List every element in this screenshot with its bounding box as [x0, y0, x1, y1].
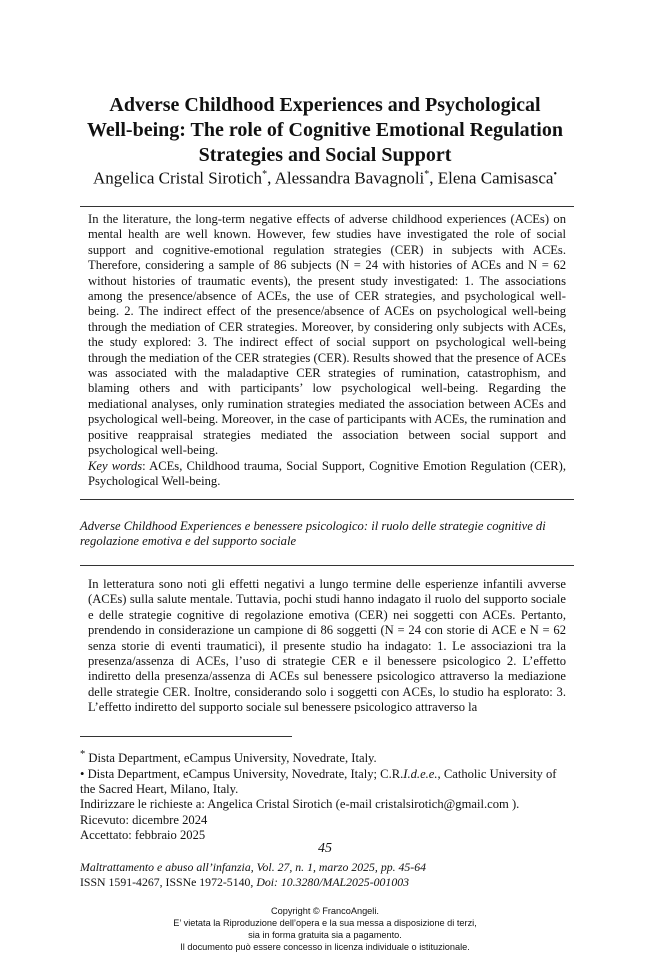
copyright-line: Copyright © FrancoAngeli.: [271, 906, 379, 916]
copyright-notice: [0, 905, 650, 953]
keywords-text: : ACEs, Childhood trauma, Social Support, Cognitive Emotion Regulation (CER), Psychological Well-being.: [88, 458, 566, 488]
issn-text: ISSN 1591-4267, ISSNe 1972-5140,: [80, 874, 257, 889]
issn-line: [80, 875, 600, 890]
footnote-text: Dista Department, eCampus University, Novedrate, Italy; C.R.: [84, 766, 404, 781]
footnote-affiliation-2: [80, 767, 574, 798]
keywords: [88, 459, 566, 490]
author-separator: ,: [267, 168, 275, 188]
received-line: Ricevuto: dicembre 2024: [80, 812, 208, 827]
italian-abstract: [88, 577, 566, 716]
footnote-mark: *: [80, 749, 86, 760]
abstract-text: In letteratura sono noti gli effetti negativi a lungo termine delle esperienze infantili avverse (ACEs) sulla salute mentale. Tuttavia, pochi studi hanno indagato il ruolo del supporto sociale e delle strategie cognitive di regolazione emotiva (CER) nei soggetti con ACEs. Pertanto, prendendo in considerazione un campione di 86 soggetti (N = 24 con storie di ACE e N = 62 senza storie di eventi traumatici), il presente studio ha indagato: 1. Le associazioni tra la presenza/assenza di ACEs, l’uso di strategie CER e il benessere psicologico 2. L’effetto indiretto della presenza/assenza di ACEs sul benessere psicologico attraverso la mediazione delle strategie CER. Inoltre, considerando solo i soggetti con ACEs, lo studio ha esplorato: 3. L’effetto indiretto del supporto sociale sul benessere psicologico attraverso la: [88, 577, 566, 715]
keywords-label: Key words: [88, 458, 143, 473]
journal-info: [80, 860, 600, 889]
title-line: Adverse Childhood Experiences and Psychological: [109, 94, 541, 116]
article-title: [60, 93, 590, 168]
footnote-rule: [80, 736, 292, 737]
accepted-line: Accettato: febbraio 2025: [80, 828, 206, 843]
author-separator: ,: [429, 168, 438, 188]
abstract-bottom-rule: [80, 499, 574, 500]
author-name: Alessandra Bavagnoli: [274, 168, 425, 188]
abstract-top-rule: [80, 206, 574, 207]
page-number: 45: [318, 841, 332, 856]
copyright-line: sia in forma gratuita sia a pagamento.: [248, 930, 402, 940]
english-abstract: [88, 212, 566, 489]
footnote-text: Dista Department, eCampus University, Novedrate, Italy.: [85, 751, 377, 766]
author-name: Angelica Cristal Sirotich: [93, 168, 263, 188]
author-name: Elena Camisasca: [437, 168, 554, 188]
author-footnote-mark: •: [553, 169, 557, 180]
contact-line: Indirizzare le richieste a: Angelica Cristal Sirotich (e-mail cristalsirotich@gmail.com ).: [80, 797, 520, 812]
author-footnote-mark: *: [424, 169, 430, 180]
copyright-line: Il documento può essere concesso in licenza individuale o istituzionale.: [180, 942, 470, 952]
footnotes: [80, 747, 574, 844]
italian-abstract-top-rule: [80, 565, 574, 566]
footnote-italic: I.d.e.e.,: [403, 766, 441, 781]
author-list: [40, 165, 610, 189]
author-footnote-mark: *: [262, 169, 268, 180]
title-line: Well-being: The role of Cognitive Emotional Regulation: [87, 119, 563, 141]
doi-text: Doi: 10.3280/MAL2025-001003: [256, 874, 410, 889]
footnote-text: Catholic University of the Sacred Heart, Milano, Italy.: [80, 766, 557, 796]
title-line: Strategies and Social Support: [198, 144, 452, 166]
footnote-mark: •: [80, 766, 85, 781]
journal-citation: Maltrattamento e abuso all’infanzia, Vol. 27, n. 1, marzo 2025, pp. 45-64: [80, 860, 427, 874]
italian-title: Adverse Childhood Experiences e benessere psicologico: il ruolo delle strategie cognitive di regolazione emotiva e del supporto sociale: [80, 519, 546, 549]
copyright-line: E’ vietata la Riproduzione dell’opera e la sua messa a disposizione di terzi,: [173, 918, 477, 928]
footnote-affiliation-1: [80, 747, 574, 767]
abstract-text: In the literature, the long-term negative effects of adverse childhood experiences (ACEs) on mental health are well known. However, few studies have investigated the role of social support and cognitive-emotional regulation strategies (CER) in subjects with ACEs. Therefore, considering a sample of 86 subjects (N = 24 with histories of ACEs and N = 62 without histories of traumatic events), the present study investigated: 1. The associations among the presence/absence of ACEs, the use of CER strategies, and psychological well-being. 2. The indirect effect of the presence/absence of ACEs on psychological well-being through the mediation of CER strategies. Moreover, by considering only subjects with ACEs, the study explored: 3. The indirect effect of social support on psychological well-being through the mediation of the CER strategies (CER). Results showed that the presence of ACEs was associated with the maladaptive CER strategies of rumination, catastrophism, and blaming others and with participants’ low psychological well-being. Regarding the mediational analyses, only rumination strategies mediated the association between ACEs and psychological well-being. Moreover, in the case of participants with ACEs, the rumination and positive reappraisal strategies mediated the association between social support and psychological well-being.: [88, 212, 566, 458]
